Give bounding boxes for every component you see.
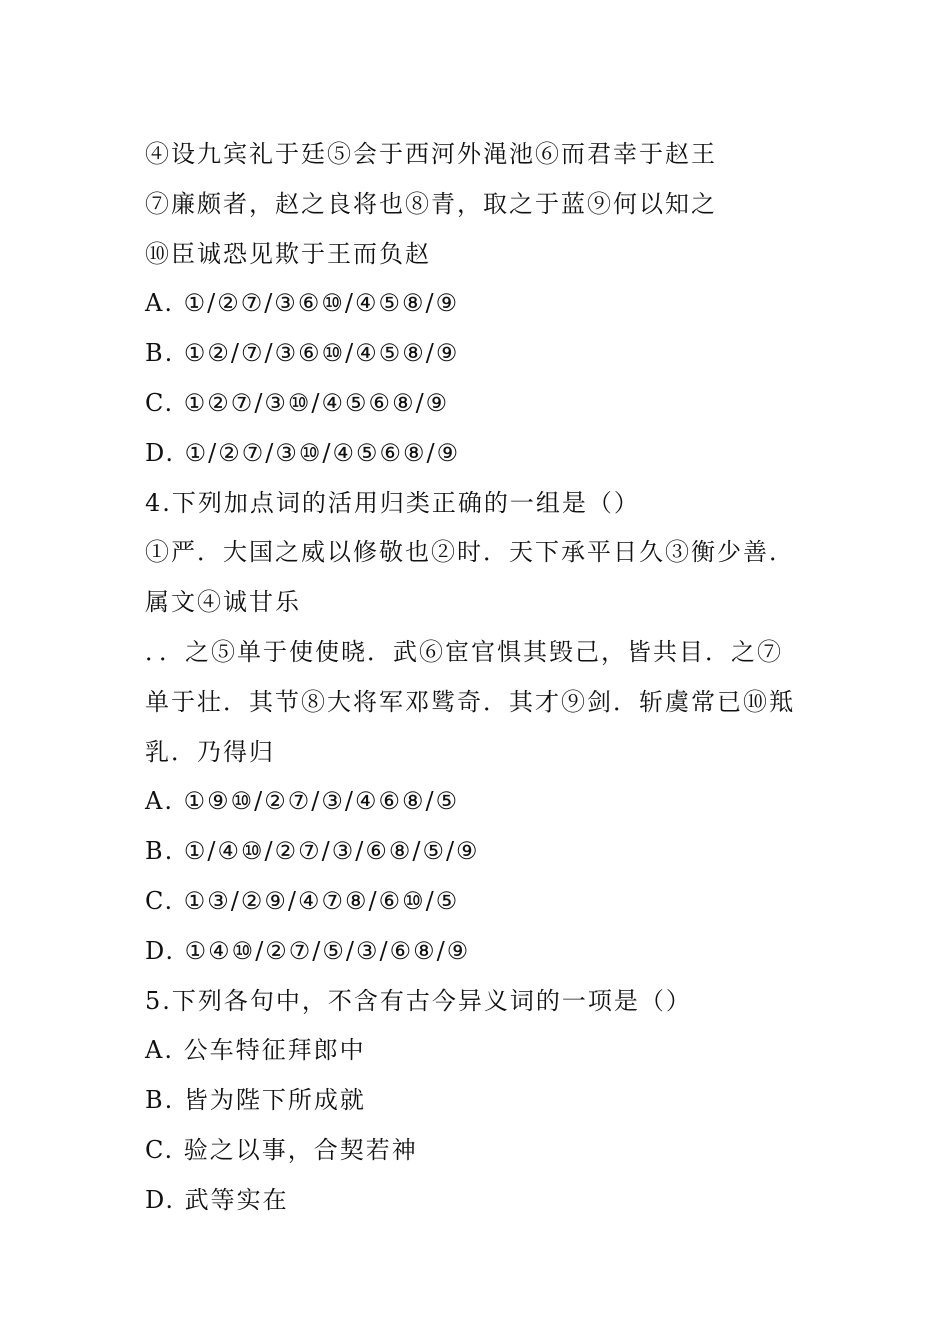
text-line: 属文④诚甘乐 (145, 588, 301, 617)
option-a-q3: A. ①/②⑦/③⑥⑩/④⑤⑧/⑨ (145, 289, 460, 318)
text-line: ①严．大国之威以修敬也②时．天下承平日久③衡少善． (145, 538, 795, 567)
option-d-q5: D. 武等实在 (145, 1185, 289, 1214)
option-c-q3: C. ①②⑦/③⑩/④⑤⑥⑧/⑨ (145, 388, 450, 417)
option-c-q5: C. 验之以事，合契若神 (145, 1135, 418, 1164)
option-b-q3: B. ①②/⑦/③⑥⑩/④⑤⑧/⑨ (145, 339, 460, 368)
text-line: ⑦廉颇者，赵之良将也⑧青，取之于蓝⑨何以知之 (145, 189, 717, 218)
text-line: 单于壮．其节⑧大将军邓骘奇．其才⑨剑．斩虞常已⑩羝 (145, 687, 795, 716)
question-5-stem: 5.下列各句中，不含有古今异义词的一项是（） (145, 986, 692, 1015)
document-text-block (145, 130, 825, 1226)
option-d-q3: D. ①/②⑦/③⑩/④⑤⑥⑧/⑨ (145, 438, 461, 467)
text-line: ⑩臣诚恐见欺于王而负赵 (145, 239, 431, 268)
option-c-q4: C. ①③/②⑨/④⑦⑧/⑥⑩/⑤ (145, 886, 460, 915)
option-a-q5: A. 公车特征拜郎中 (145, 1036, 366, 1065)
question-4-stem: 4.下列加点词的活用归类正确的一组是（） (145, 488, 640, 517)
option-d-q4: D. ①④⑩/②⑦/⑤/③/⑥⑧/⑨ (145, 936, 471, 965)
option-b-q4: B. ①/④⑩/②⑦/③/⑥⑧/⑤/⑨ (145, 837, 480, 866)
text-line: 乳．乃得归 (145, 737, 275, 766)
option-b-q5: B. 皆为陛下所成就 (145, 1086, 366, 1115)
text-line: ．．之⑤单于使使晓．武⑥宦官惧其毁己，皆共目．之⑦ (145, 637, 783, 666)
text-line: ④设九宾礼于廷⑤会于西河外渑池⑥而君幸于赵王 (145, 140, 717, 168)
option-a-q4: A. ①⑨⑩/②⑦/③/④⑥⑧/⑤ (145, 787, 460, 816)
